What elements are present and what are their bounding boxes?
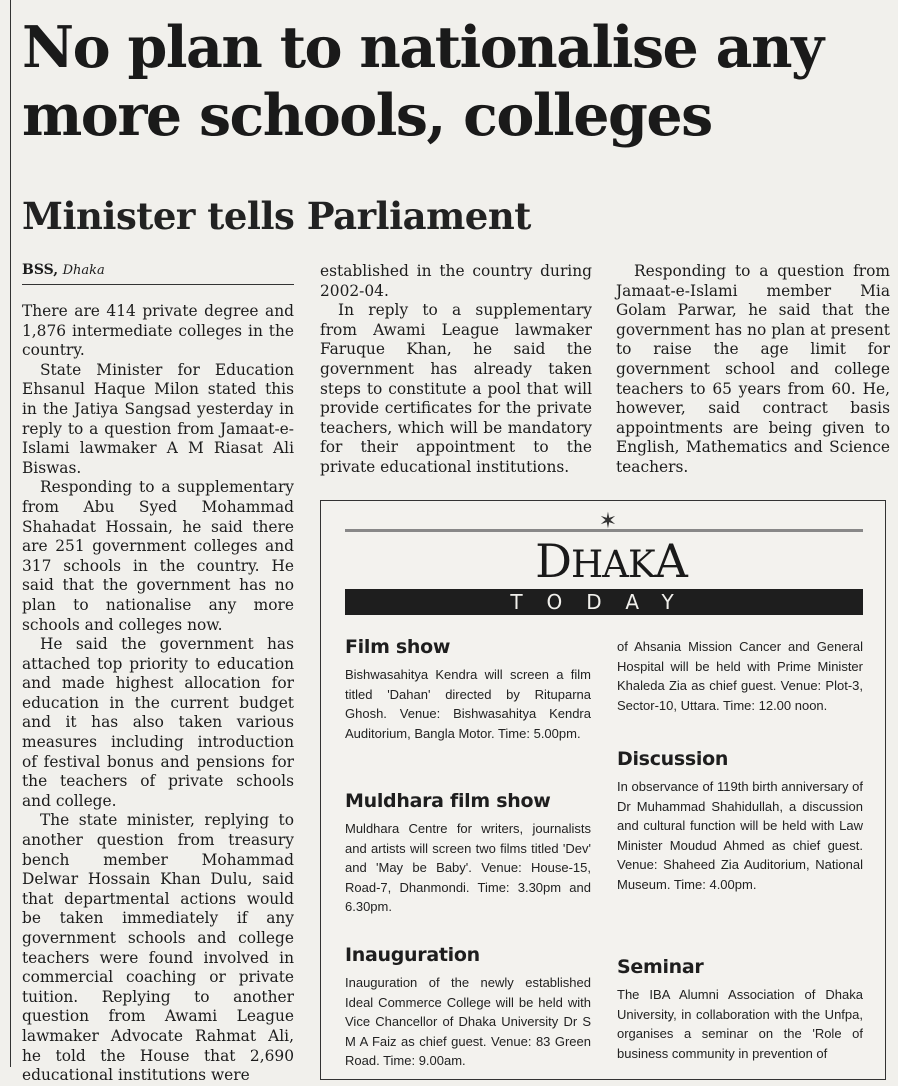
paragraph: Responding to a question from Jamaat-e-Islami member Mia Golam Parwar, he said that the government has no plan at present to raise the age limit for government school and college teachers to 65 years from 60. He, however, said contract basis appointments are being given to English, Mathematics and Science teachers. — [616, 262, 890, 476]
event-title: Inauguration — [345, 944, 480, 966]
event-text: Inauguration of the newly established Ideal Commerce College will be held with Vice Chancellor of Dhaka University Dr S M A Faiz as chief guest. Venue: 83 Green Road. Time: 9.00am. — [345, 975, 591, 1068]
paragraph: Responding to a supplementary from Abu Syed Mohammad Shahadat Hossain, he said there are 251 government colleges and 317 schools in the country. He said that the government has no plan to nationalise any more schools and colleges now. — [22, 478, 294, 634]
paragraph: The state minister, replying to another question from treasury bench member Mohammad Delwar Hossain Khan Dulu, said that departmental actions would be taken immediately if any government schools and college teachers were found involved in commercial coaching or private tuition. Replying to another question from Awami League lawmaker Advocate Rahmat Ali, he told the House that 2,690 educational institutions were — [22, 811, 294, 1085]
today-bar: TODAY — [345, 589, 863, 615]
event-muldhara-film-show — [345, 789, 591, 917]
event-title: Seminar — [617, 956, 704, 978]
subheadline: Minister tells Parliament — [22, 194, 531, 238]
article-column-3 — [616, 262, 890, 478]
article-column-2 — [320, 262, 592, 478]
event-text: Muldhara Centre for writers, journalists and artists will screen two films titled 'Dev' and 'May be Baby'. Venue: House-15, Road-7, Dhanmondi. Time: 3.30pm and 6.30pm. — [345, 821, 591, 914]
column-rule — [10, 0, 11, 1067]
dhaka-today-logo: DHAKA — [535, 534, 687, 588]
paragraph: established in the country during 2002-04. — [320, 262, 592, 300]
byline-dateline: Dhaka — [62, 263, 105, 278]
event-title: Discussion — [617, 748, 729, 770]
headline: No plan to nationalise any more schools, colleges — [22, 14, 823, 149]
article-column-1 — [22, 302, 294, 1086]
event-discussion — [617, 747, 863, 894]
event-title: Film show — [345, 636, 451, 658]
paragraph: There are 414 private degree and 1,876 intermediate colleges in the country. — [22, 302, 294, 360]
dhaka-today-box — [320, 500, 886, 1080]
paragraph: He said the government has attached top priority to education and made highest allocation for education in the current budget and it has also taken various measures including introduction of festival bonus and pensions for the teachers of private schools and college. — [22, 635, 294, 810]
event-title: Muldhara film show — [345, 790, 551, 812]
event-text: of Ahsania Mission Cancer and General Hospital will be held with Prime Minister Khaleda Zia as chief guest. Venue: Plot-3, Sector-10, Uttara. Time: 12.00 noon. — [617, 639, 863, 713]
event-seminar — [617, 955, 863, 1063]
event-text: Bishwasahitya Kendra will screen a film titled 'Dahan' directed by Rituparna Ghosh. Venue: Bishwasahitya Kendra Auditorium, Bangla Motor. Time: 5.00pm. — [345, 667, 591, 741]
paragraph: State Minister for Education Ehsanul Haque Milon stated this in the Jatiya Sangsad yesterday in reply to a question from Jamaat-e-Islami lawmaker A M Riasat Ali Biswas. — [22, 360, 294, 477]
paragraph: In reply to a supplementary from Awami League lawmaker Faruque Khan, he said the government has already taken steps to constitute a pool that will provide certificates for the private teachers, which will be mandatory for their appointment to the private educational institutions. — [320, 301, 592, 476]
star-icon: ✶ — [598, 509, 618, 534]
event-inauguration-continued — [617, 637, 863, 715]
event-film-show — [345, 635, 591, 743]
event-text: In observance of 119th birth anniversary of Dr Muhammad Shahidullah, a discussion and cultural function will be held with Law Minister Moudud Ahmed as chief guest. Venue: Shaheed Zia Auditorium, National Museum. Time: 4.00pm. — [617, 779, 863, 892]
event-text: The IBA Alumni Association of Dhaka University, in collaboration with the Unfpa, organises a seminar on the 'Role of business community in prevention of — [617, 987, 863, 1061]
byline — [22, 262, 294, 285]
byline-agency: BSS, — [22, 262, 59, 278]
event-inauguration — [345, 943, 591, 1071]
